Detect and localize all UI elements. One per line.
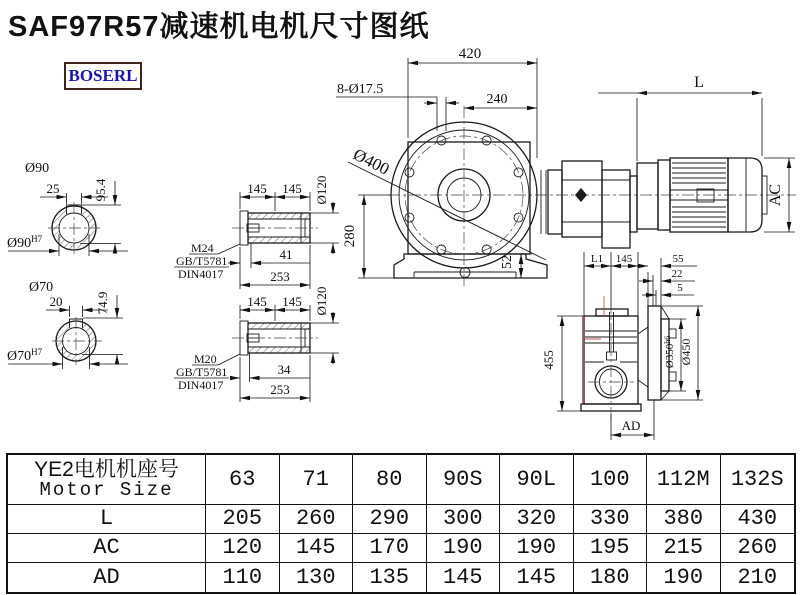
table-col-100: 100 xyxy=(574,455,648,505)
table-cell: 300 xyxy=(427,505,501,534)
motor-dimension-table xyxy=(6,453,796,594)
dim-L-label: L xyxy=(694,74,704,91)
table-cell: 190 xyxy=(647,563,721,592)
dim-AC-label: AC xyxy=(767,183,784,207)
table-col-90l: 90L xyxy=(500,455,574,505)
table-cell: 260 xyxy=(280,505,354,534)
table-row-label-L: L xyxy=(8,505,206,534)
dim-d120b-label: Ø120 xyxy=(314,286,329,316)
dim-41-label: 41 xyxy=(279,247,293,262)
table-header-en: Motor Size xyxy=(39,478,174,501)
dim-d120a-label: Ø120 xyxy=(314,175,329,205)
dim-bore90-label: $Ø90^{H7}$ xyxy=(7,234,43,251)
dim-145c-label: 145 xyxy=(247,294,267,309)
dim-key25-label: 25 xyxy=(46,181,60,196)
table-cell: 190 xyxy=(500,534,574,563)
label-d90: Ø90 xyxy=(25,161,50,176)
brand-logo-text: BOSERL xyxy=(68,66,138,85)
table-cell: 215 xyxy=(647,534,721,563)
table-cell: 130 xyxy=(280,563,354,592)
table-header-cn: YE2电机机座号 xyxy=(34,457,179,481)
dim-253b-label: 253 xyxy=(270,382,290,397)
gearbox-front-view xyxy=(336,46,547,287)
table-cell: 120 xyxy=(206,534,280,563)
thread-m24-label: M24 xyxy=(191,241,214,255)
table-cell: 210 xyxy=(737,564,778,590)
dim-34-label: 34 xyxy=(277,362,291,377)
table-cell: 195 xyxy=(574,534,648,563)
dim-d400-label: Ø400 xyxy=(350,144,393,179)
table-cell: 190 xyxy=(427,534,501,563)
label-d70: Ø70 xyxy=(29,280,54,295)
dim-holes-label: 8-Ø17.5 xyxy=(337,82,384,97)
table-cell: 145 xyxy=(280,534,354,563)
table-header-motor-size xyxy=(8,455,206,505)
table-cell: 260 xyxy=(721,534,795,563)
table-cell: 135 xyxy=(353,563,427,592)
table-cell: 330 xyxy=(574,505,648,534)
hollow-shaft-m24-view xyxy=(174,176,339,289)
page-title: SAF97R57减速机电机尺寸图纸 xyxy=(8,11,430,43)
std-gbt5781-a-label: GB/T5781 xyxy=(176,254,228,268)
dim-AD-label: AD xyxy=(621,418,641,433)
dim-253a-label: 253 xyxy=(270,269,290,284)
hollow-shaft-m20-view xyxy=(174,287,339,402)
table-cell: 320 xyxy=(500,505,574,534)
dim-bore70-label: $Ø70^{H7}$ xyxy=(7,347,43,364)
table-cell: 145 xyxy=(500,563,574,592)
dim-95-4-label: 95.4 xyxy=(93,178,108,202)
dim-L1-label: L1 xyxy=(590,253,604,265)
table-cell: 205 xyxy=(206,505,280,534)
std-gbt5781-b-label: GB/T5781 xyxy=(176,365,228,379)
table-col-63: 63 xyxy=(206,455,280,505)
dim-420-label: 420 xyxy=(458,46,482,62)
shaft-key-mark xyxy=(575,188,587,202)
dim-145e-label: 145 xyxy=(615,253,633,265)
dim-240-label: 240 xyxy=(486,92,508,107)
dim-145b-label: 145 xyxy=(282,181,302,196)
table-cell: 290 xyxy=(353,505,427,534)
std-din4017-a-label: DIN4017 xyxy=(178,267,224,281)
dim-145a-label: 145 xyxy=(247,181,267,196)
gearbox-side-view xyxy=(541,252,703,440)
table-col-90s: 90S xyxy=(427,455,501,505)
dim-52-label: 52 xyxy=(500,255,515,269)
table-row-label-AD: AD xyxy=(8,563,206,592)
dim-74-9-label: 74.9 xyxy=(95,291,110,315)
table-col-71: 71 xyxy=(280,455,354,505)
brand-logo xyxy=(64,62,142,90)
table-cell: 110 xyxy=(206,563,280,592)
dim-145d-label: 145 xyxy=(282,294,302,309)
bore-section-70-view xyxy=(7,280,128,369)
table-cell: 170 xyxy=(353,534,427,563)
dim-55-label: 55 xyxy=(672,253,684,265)
bore-section-90-view xyxy=(7,161,128,256)
dim-5-label: 5 xyxy=(677,282,683,294)
table-cell: 430 xyxy=(721,505,795,534)
dim-455-label: 455 xyxy=(541,350,556,370)
dim-280-label: 280 xyxy=(342,224,358,248)
thread-m20-label: M20 xyxy=(194,352,217,366)
dim-key20-label: 20 xyxy=(49,294,63,309)
table-cell: 145 xyxy=(427,563,501,592)
dim-22-label: 22 xyxy=(671,268,683,280)
std-din4017-b-label: DIN4017 xyxy=(178,378,224,392)
table-cell: 380 xyxy=(647,505,721,534)
adapter-coupling-view xyxy=(541,161,658,248)
dim-d350-label: $Ø350^{h6}$ xyxy=(663,335,676,369)
table-col-80: 80 xyxy=(353,455,427,505)
table-col-112m: 112M xyxy=(647,455,721,505)
table-col-132s: 132S xyxy=(721,455,795,505)
dim-d450-label: Ø450 xyxy=(679,338,693,366)
table-row-label-AC: AC xyxy=(8,534,206,563)
motor-view xyxy=(598,74,795,232)
table-cell: 180 xyxy=(574,563,648,592)
